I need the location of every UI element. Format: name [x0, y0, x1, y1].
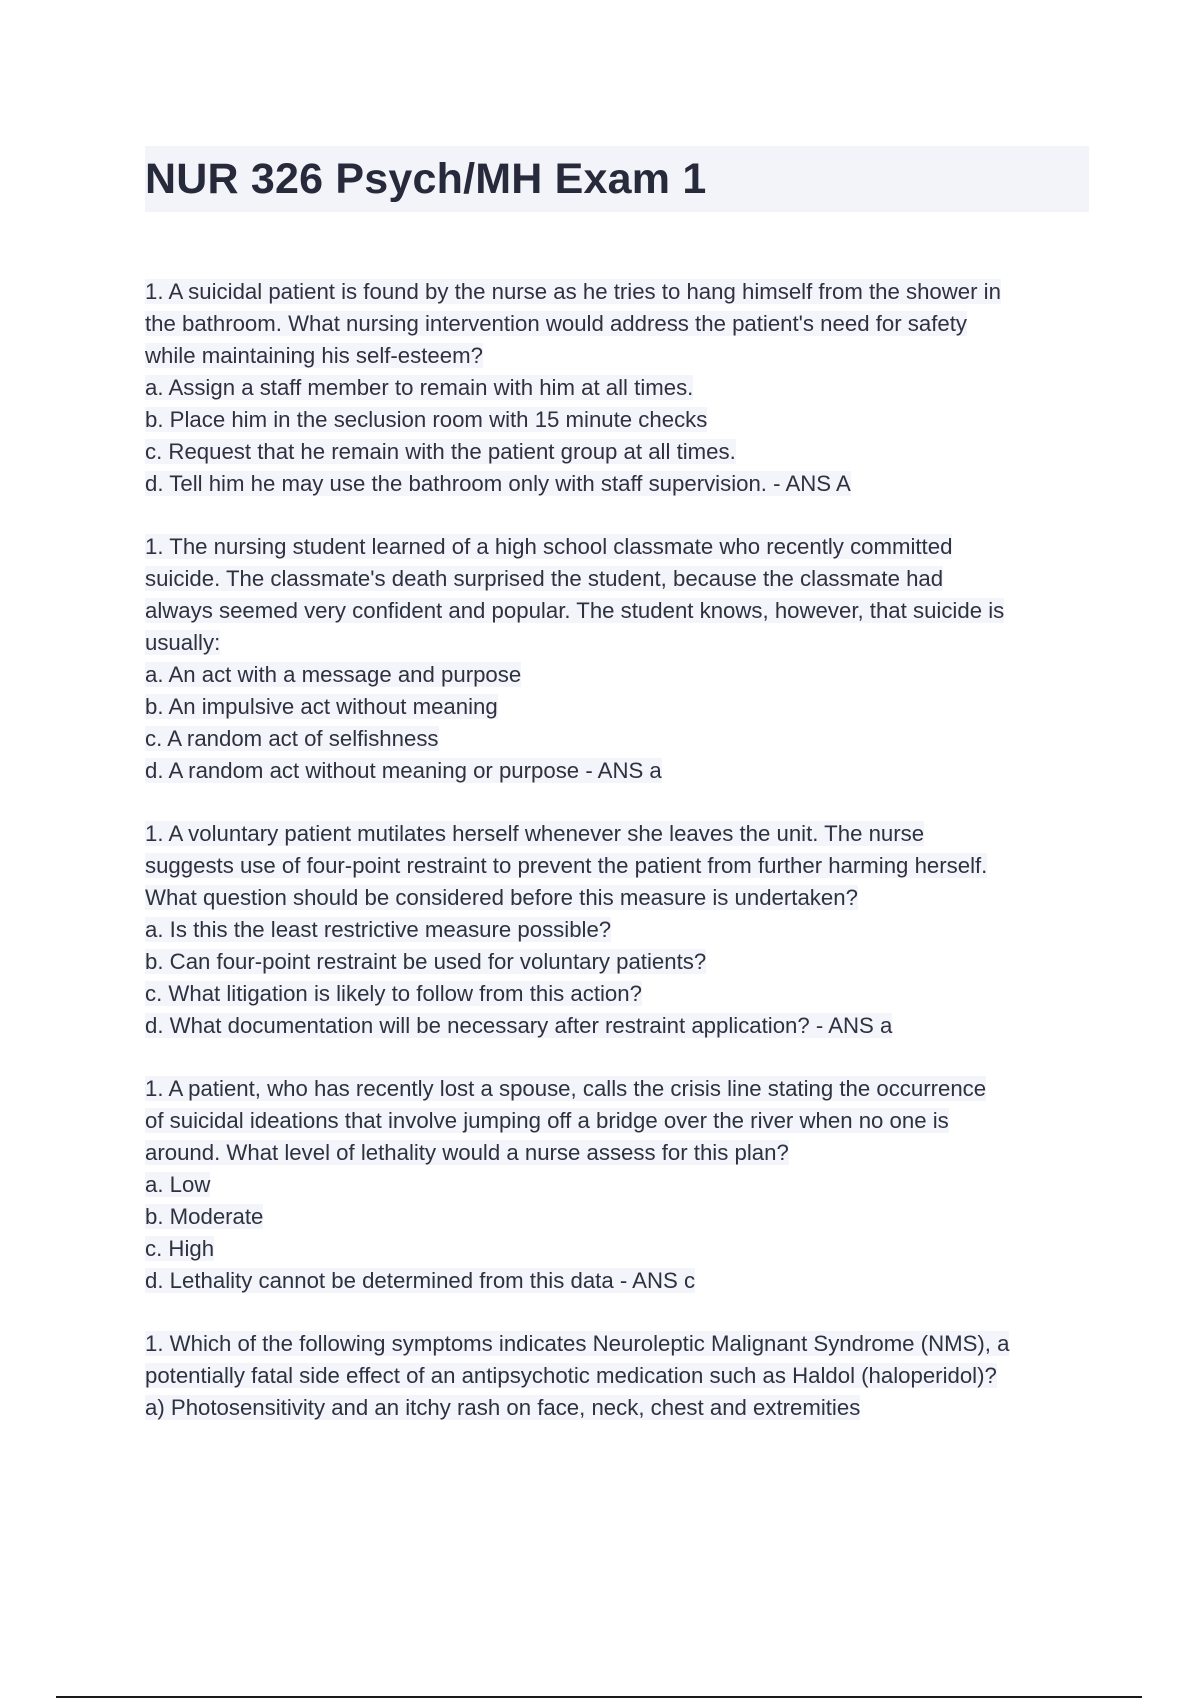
question-stem-line: 1. Which of the following symptoms indicates Neuroleptic Malignant Syndrome (NMS), a [145, 1331, 1010, 1356]
question-stem-line: suggests use of four-point restraint to prevent the patient from further harming herself. [145, 853, 988, 878]
question-stem-line: the bathroom. What nursing intervention would address the patient's need for safety [145, 311, 967, 336]
answer-option-with-key: d. Tell him he may use the bathroom only with staff supervision. - ANS A [145, 471, 851, 496]
document-title: NUR 326 Psych/MH Exam 1 [145, 154, 707, 203]
answer-option: c. What litigation is likely to follow from this action? [145, 981, 642, 1006]
answer-option: a. Assign a staff member to remain with him at all times. [145, 375, 694, 400]
answer-option: b. An impulsive act without meaning [145, 694, 498, 719]
question-stem-line: of suicidal ideations that involve jumping off a bridge over the river when no one is [145, 1108, 949, 1133]
question-stem-line: 1. A patient, who has recently lost a spouse, calls the crisis line stating the occurrence [145, 1076, 987, 1101]
question-stem-line: 1. A voluntary patient mutilates herself whenever she leaves the unit. The nurse [145, 821, 925, 846]
title-bar [145, 146, 1089, 212]
answer-option-with-key: d. A random act without meaning or purpose - ANS a [145, 758, 662, 783]
question-stem-line: 1. The nursing student learned of a high school classmate who recently committed [145, 534, 953, 559]
question-stem-line: around. What level of lethality would a nurse assess for this plan? [145, 1140, 789, 1165]
question-2 [145, 531, 1089, 787]
answer-option: c. Request that he remain with the patient group at all times. [145, 439, 736, 464]
answer-option: b. Place him in the seclusion room with 15 minute checks [145, 407, 708, 432]
question-1 [145, 276, 1089, 500]
answer-option: a. An act with a message and purpose [145, 662, 522, 687]
question-stem-line: potentially fatal side effect of an antipsychotic medication such as Haldol (haloperidol)? [145, 1363, 997, 1388]
answer-option: a. Low [145, 1172, 211, 1197]
answer-option-with-key: d. Lethality cannot be determined from this data - ANS c [145, 1268, 696, 1293]
footer-divider [56, 1696, 1142, 1698]
question-stem-line: suicide. The classmate's death surprised the student, because the classmate had [145, 566, 944, 591]
answer-option: c. A random act of selfishness [145, 726, 439, 751]
question-3 [145, 818, 1089, 1042]
question-stem-line: 1. A suicidal patient is found by the nurse as he tries to hang himself from the shower in [145, 279, 1001, 304]
question-list [145, 276, 1089, 1424]
document-page [145, 146, 1089, 1455]
answer-option: b. Can four-point restraint be used for voluntary patients? [145, 949, 707, 974]
question-stem-line: What question should be considered before this measure is undertaken? [145, 885, 858, 910]
answer-option: b. Moderate [145, 1204, 264, 1229]
question-4 [145, 1073, 1089, 1297]
answer-option: c. High [145, 1236, 215, 1261]
answer-option: a. Is this the least restrictive measure possible? [145, 917, 612, 942]
question-stem-line: while maintaining his self-esteem? [145, 343, 483, 368]
question-5 [145, 1328, 1089, 1424]
question-stem-line: always seemed very confident and popular. The student knows, however, that suicide is [145, 598, 1005, 623]
answer-option-with-key: d. What documentation will be necessary after restraint application? - ANS a [145, 1013, 893, 1038]
question-stem-line: usually: [145, 630, 221, 655]
answer-option: a) Photosensitivity and an itchy rash on face, neck, chest and extremities [145, 1395, 861, 1420]
